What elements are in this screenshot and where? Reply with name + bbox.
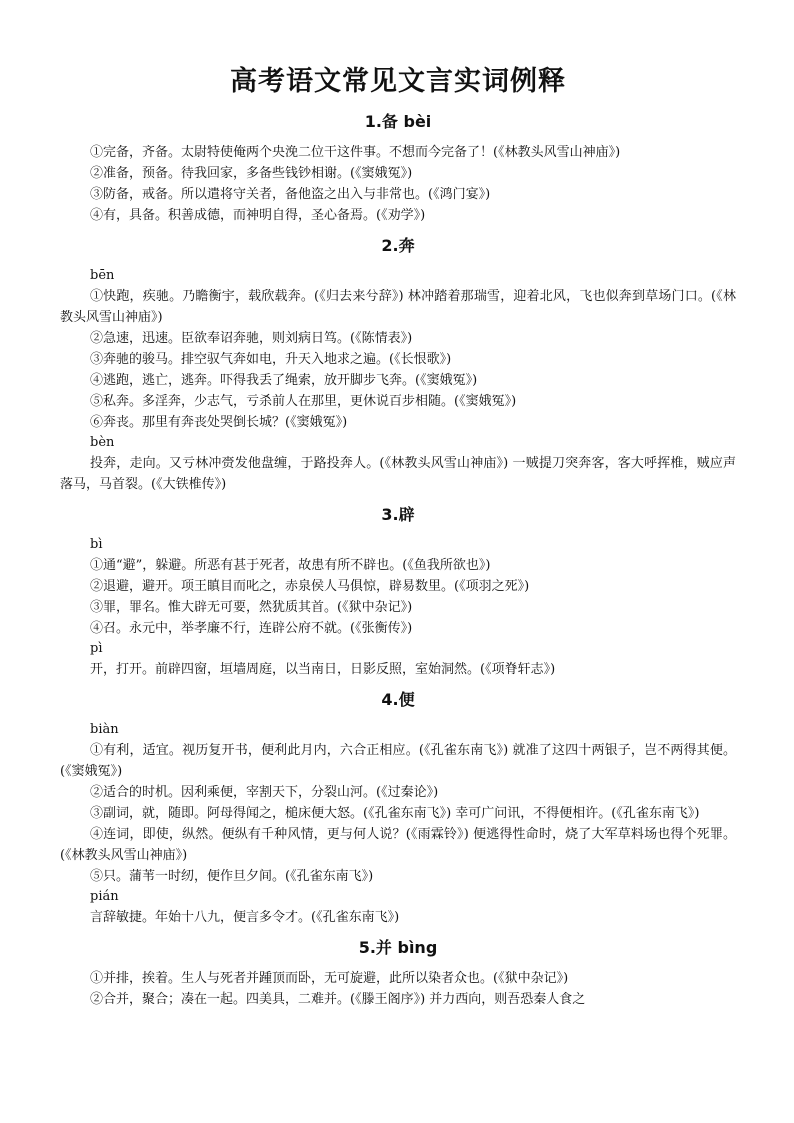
definition-line: ③奔驰的骏马。排空驭气奔如电，升天入地求之遍。(《长恨歌》) — [90, 352, 452, 367]
definition-line: ⑤私奔。多淫奔，少志气，亏杀前人在那里，更休说百步相随。(《窦娥冤》) — [90, 394, 517, 409]
definition-line: ④连词，即使，纵然。便纵有千种风情，更与何人说？(《雨霖铃》) 便逃得性命时，烧了大军草料场也得个死罪。(《林教头风雪山神庙》) — [60, 827, 736, 863]
entry-heading: 2.奔 — [381, 236, 415, 255]
pronunciation: pì — [90, 641, 103, 656]
definition-line: ④召。永元中，举孝廉不行，连辟公府不就。(《张衡传》) — [90, 621, 413, 636]
entry-heading: 1.备 bèi — [364, 112, 432, 131]
page-title: 高考语文常见文言实词例释 — [230, 66, 566, 97]
definition-line: ①并排，挨着。生人与死者并踵顶而卧，无可旋避，此所以染者众也。(《狱中杂记》) — [90, 971, 569, 986]
entry-heading: 3.辟 — [381, 505, 415, 524]
entry-list — [60, 110, 736, 1010]
definition-line: ②退避，避开。项王瞋目而叱之，赤泉侯人马俱惊，辟易数里。(《项羽之死》) — [90, 579, 530, 594]
definition-line: ①完备，齐备。太尉特使俺两个央浼二位干这件事。不想而今完备了！(《林教头风雪山神庙》) — [90, 145, 621, 160]
entry-heading: 4.便 — [381, 690, 415, 709]
document-page — [60, 62, 736, 1010]
definition-line: ⑥奔丧。那里有奔丧处哭倒长城？(《窦娥冤》) — [90, 415, 348, 430]
definition-line: 投奔，走向。又亏林冲赍发他盘缠，于路投奔人。(《林教头风雪山神庙》) 一贼提刀突奔客，客大呼挥椎，贼应声落马，马首裂。(《大铁椎传》) — [60, 456, 736, 492]
word-entry — [60, 936, 736, 1010]
definition-line: ⑤只。蒲苇一时纫，便作旦夕间。(《孔雀东南飞》) — [90, 869, 374, 884]
pronunciation: bì — [90, 537, 103, 552]
definition-line: ④逃跑，逃亡，逃奔。吓得我丢了绳索，放开脚步飞奔。(《窦娥冤》) — [90, 373, 478, 388]
word-entry — [60, 503, 736, 680]
pronunciation: biàn — [90, 722, 119, 737]
word-entry — [60, 110, 736, 226]
definition-line: 开，打开。前辟四窗，垣墙周庭，以当南日，日影反照，室始洞然。(《项脊轩志》) — [90, 662, 556, 677]
definition-line: 言辞敏捷。年始十八九，便言多令才。(《孔雀东南飞》) — [90, 910, 400, 925]
definition-line: ④有，具备。积善成德，而神明自得，圣心备焉。(《劝学》) — [90, 208, 426, 223]
word-entry — [60, 688, 736, 928]
pronunciation: pián — [90, 889, 119, 904]
entry-heading: 5.并 bìng — [358, 938, 438, 957]
definition-line: ②急速，迅速。臣欲奉诏奔驰，则刘病日笃。(《陈情表》) — [90, 331, 413, 346]
definition-line: ②合并，聚合；凑在一起。四美具，二难并。(《滕王阁序》) 并力西向，则吾恐秦人食之 — [90, 992, 586, 1007]
pronunciation: bēn — [90, 268, 115, 283]
definition-line: ①有利，适宜。视历复开书，便利此月内，六合正相应。(《孔雀东南飞》) 就准了这四十两银子，岂不两得其便。(《窦娥冤》) — [60, 743, 736, 779]
definition-line: ①快跑，疾驰。乃瞻衡宇，载欣载奔。(《归去来兮辞》) 林冲踏着那瑞雪，迎着北风，飞也似奔到草场门口。(《林教头风雪山神庙》) — [60, 289, 736, 325]
pronunciation: bèn — [90, 435, 115, 450]
definition-line: ③防备，戒备。所以遣将守关者，备他盗之出入与非常也。(《鸿门宴》) — [90, 187, 491, 202]
definition-line: ①通“避”，躲避。所恶有甚于死者，故患有所不辟也。(《鱼我所欲也》) — [90, 558, 491, 573]
definition-line: ③副词，就，随即。阿母得闻之，槌床便大怒。(《孔雀东南飞》) 幸可广问讯，不得便相许。(《孔雀东南飞》) — [90, 806, 700, 821]
definition-line: ②准备，预备。待我回家，多备些钱钞相谢。(《窦娥冤》) — [90, 166, 413, 181]
definition-line: ③罪，罪名。惟大辟无可要，然犹质其首。(《狱中杂记》) — [90, 600, 413, 615]
definition-line: ②适合的时机。因利乘便，宰割天下，分裂山河。(《过秦论》) — [90, 785, 439, 800]
word-entry — [60, 234, 736, 495]
